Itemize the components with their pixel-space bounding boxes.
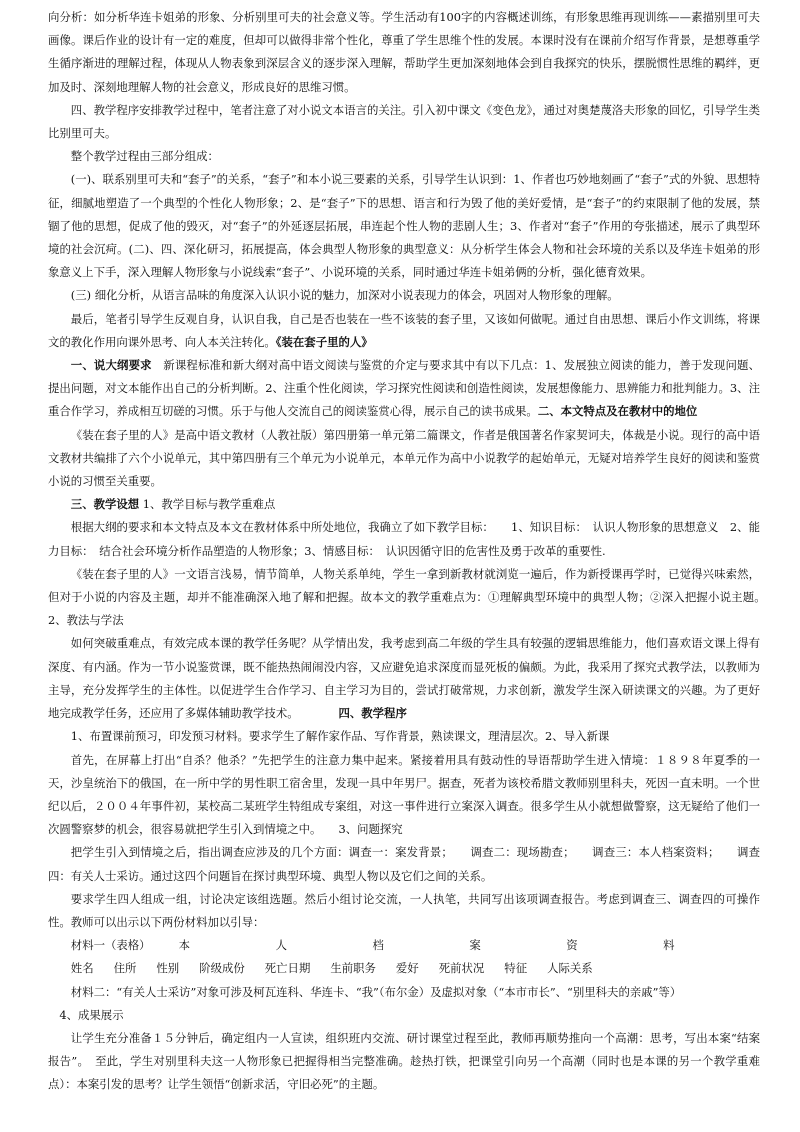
paragraph-2: 四、教学程序安排教学过程中，笔者注意了对小说文本语言的关注。引入初中课文《变色龙》，通过对奥楚蔑洛夫形象的回忆，引导学生类比别里可夫。	[48, 102, 760, 141]
material-1-title-char: 档	[372, 938, 384, 953]
material-1-field: 生前职务	[330, 961, 376, 976]
paragraph-6-text: 最后，笔者引导学生反观自身，认识自我，自己是否也装在一些不该装的套子里，又该如何做呢。通过自由思想、课后小作文训练，将课文的教化作用向课外思考、向人本关注转化。	[48, 311, 760, 349]
paragraph-11: 《装在套子里的人》一文语言浅易，情节简单，人物关系单纯，学生一拿到新教材就浏览一遍后，作为新授课再学时，已觉得兴味索然，但对于小说的内容及主题，却并不能准确深入地了解和把握。故本文的教学重难点为：①理解典型环境中的典型人物；②深入把握小说主题。 2、教法与学法	[48, 566, 783, 628]
paragraph-9	[48, 493, 760, 516]
paragraph-12	[48, 632, 760, 725]
heading-teaching-procedure: 四、教学程序	[338, 706, 407, 721]
heading-outline-requirements: 一、说大纲要求	[70, 358, 152, 373]
material-1-field: 姓名	[70, 961, 94, 976]
paragraph-5: (三) 细化分析，从语言品味的角度深入认识小说的魅力，加深对小说表现力的体会，巩固对人物形象的理解。	[70, 288, 619, 303]
paragraph-8: 《装在套子里的人》是高中语文教材（人教社版）第四册第一单元第二篇课文，作者是俄国著名作家契诃夫，体裁是小说。现行的高中语文教材共编排了六个小说单元，其中第四册有三个单元为小说单元，本单元作为高中小说教学的起始单元，无疑对培养学生良好的阅读和鉴赏小说的习惯至关重要。	[48, 427, 760, 489]
paragraph-4: (一)、联系别里可夫和“套子”的关系，“套子”和本小说三要素的关系，引导学生认识到：1、作者也巧妙地刻画了“套子”式的外貌、思想特征，细腻地塑造了一个典型的个性化人物形象；2、是“套子”下的思想、语言和行为毁了他的美好爱情，是“套子”的约束限制了他的发展，禁锢了他的思想，促成了他的毁灭，对“套子”的外延逐层拓展，串连起个性人物的悲剧人生；3、作者对“套子”作用的夸张描述，展示了典型环境的社会沉疴。(二)、四、深化研习，拓展提高，体会典型人物形象的典型意义：从分析学生体会人物和社会环境的关系以及华连卡姐弟的形象意义上下手，深入理解人物形象与小说线索“套子”、小说环境的关系，同时通过华连卡姐弟俩的分析，强化德育效果。	[48, 172, 760, 280]
paragraph-14: 首先，在屏幕上打出“自杀？他杀？”先把学生的注意力集中起来。紧接着用具有鼓动性的导语帮助学生进入情境：１８９８年夏季的一天，沙皇统治下的俄国，在一所中学的男性职工宿舍里，发现一具中年男尸。据查，死者为该校希腊文教师别里科夫，死因一直未明。一个世纪以后，２００４年事件初，某校高二某班学生特组成专案组，对这一事件进行立案深入调查。很多学生从小就想做警察，这无疑给了他们一次圆警察梦的机会，很容易就把学生引入到情境之中。 3、问题探究	[48, 752, 760, 837]
paragraph-13: 1、布置课前预习，印发预习材料。要求学生了解作家作品、写作背景，熟读课文，理清层次。2、导入新课	[70, 729, 610, 744]
paragraph-3: 整个教学过程由三部分组成：	[70, 149, 219, 164]
material-1-field: 特征	[504, 961, 528, 976]
material-1-field: 人际关系	[547, 961, 593, 976]
paragraph-9-text: 1、教学目标与教学重难点	[142, 497, 276, 512]
paragraph-material-2: 材料二：“有关人士采访”对象可涉及柯瓦连科、华连卡、“我”（布尔金）及虚拟对象（“本市市长”、“别里科夫的亲戚”等）	[70, 984, 682, 999]
material-1-title-char: 本	[178, 938, 191, 953]
paragraph-1: 向分析：如分析华连卡姐弟的形象、分析别里可夫的社会意义等。学生活动有100字的内容概述训练，有形象思维再现训练——素描别里可夫画像。课后作业的设计有一定的难度，但却可以做得非常个性化，尊重了学生思维个性的发展。本课时没有在课前介绍写作背景，是想尊重学生循序渐进的理解过程，体现从人物表象到深层含义的逐步深入理解，帮助学生更加深刻地体会到自我探究的快乐，摆脱惯性思维的羁绊，更加及时、深刻地理解人物的社会意义，形成良好的思维习惯。	[48, 10, 760, 94]
material-1-fields	[48, 957, 760, 980]
material-1-header	[48, 934, 760, 957]
paragraph-12-text: 如何突破重难点，有效完成本课的教学任务呢？从学情出发，我考虑到高二年级的学生具有较强的逻辑思维能力，他们喜欢语文课上得有深度、有内涵。作为一节小说鉴赏课，既不能热热闹闹没内容，又应避免追求深度而显死板的偏颇。为此，我采用了探究式教学法，以教师为主导，充分发挥学生的主体性。以促进学生合作学习、自主学习为目的，尝试打破常规，力求创新，激发学生深入研读课文的兴趣。为了更好地完成教学任务，还应用了多媒体辅助教学技术。	[48, 636, 760, 721]
heading-text-features: 二、本文特点及在教材中的地位	[537, 404, 698, 419]
paragraph-7	[48, 354, 760, 424]
heading-teaching-ideas: 三、教学设想	[70, 497, 140, 512]
material-1-field: 住所	[113, 961, 137, 976]
material-1-field: 死前状况	[438, 961, 485, 976]
material-1-label: 材料一（表格）	[70, 938, 151, 953]
paragraph-results-heading: 4、成果展示	[59, 1007, 124, 1022]
material-1-field: 死亡日期	[264, 961, 311, 976]
material-1-title-char: 人	[275, 938, 287, 953]
material-1-field: 阶级成份	[199, 961, 245, 976]
material-1-title-char: 案	[469, 938, 481, 953]
material-1-field: 性别	[156, 961, 180, 976]
section-title-lesson: 《装在套子里的人》	[275, 334, 373, 349]
paragraph-7-text: 新课程标准和新大纲对高中语文阅读与鉴赏的介定与要求其中有以下几点：1、发展独立阅读的能力，善于发现问题、提出问题，对文本能作出自己的分析判断。2、注重个性化阅读，学习探究性阅读和创造性阅读，发展想像能力、思辨能力和批判能力。3、注重合作学习，养成相互切磋的习惯。乐于与他人交流自己的阅读鉴赏心得，展示自己的读书成果。	[48, 358, 760, 419]
material-1-title-char: 资	[566, 938, 578, 953]
paragraph-10: 根据大纲的要求和本文特点及本文在教材体系中所处地位，我确立了如下教学目标： 1、知识目标： 认识人物形象的思想意义 2、能力目标： 结合社会环境分析作品塑造的人物形象；3、情感目标： 认识因循守旧的危害性及勇于改革的重要性.	[48, 520, 760, 558]
material-1-field: 爱好	[395, 961, 419, 976]
paragraph-6	[48, 308, 760, 354]
paragraph-16: 要求学生四人组成一组，讨论决定该组选题。然后小组讨论交流，一人执笔，共同写出该项调查报告。考虑到调查三、调查四的可操作性。教师可以出示以下两份材料加以引导：	[48, 891, 760, 929]
material-1-title-char: 料	[663, 938, 675, 953]
paragraph-21: 让学生充分准备１５分钟后，确定组内一人宣读，组织班内交流、研讨课堂过程至此，教师再顺势推向一个高潮：思考，写出本案“结案报告”。 至此，学生对别里科夫这一人物形象已把握得相当完整准确。趁热打铁，把课堂引向另一个高潮（同时也是本课的另一个教学重难点）：本案引发的思考？让学生领悟“创新求活，守旧必死”的主题。	[48, 1030, 760, 1092]
paragraph-15: 把学生引入到情境之后，指出调查应涉及的几个方面：调查一：案发背景； 调查二：现场勘查； 调查三：本人档案资料； 调查四：有关人士采访。通过这四个问题旨在探讨典型环境、典型人物以及它们之间的关系。	[48, 845, 760, 883]
